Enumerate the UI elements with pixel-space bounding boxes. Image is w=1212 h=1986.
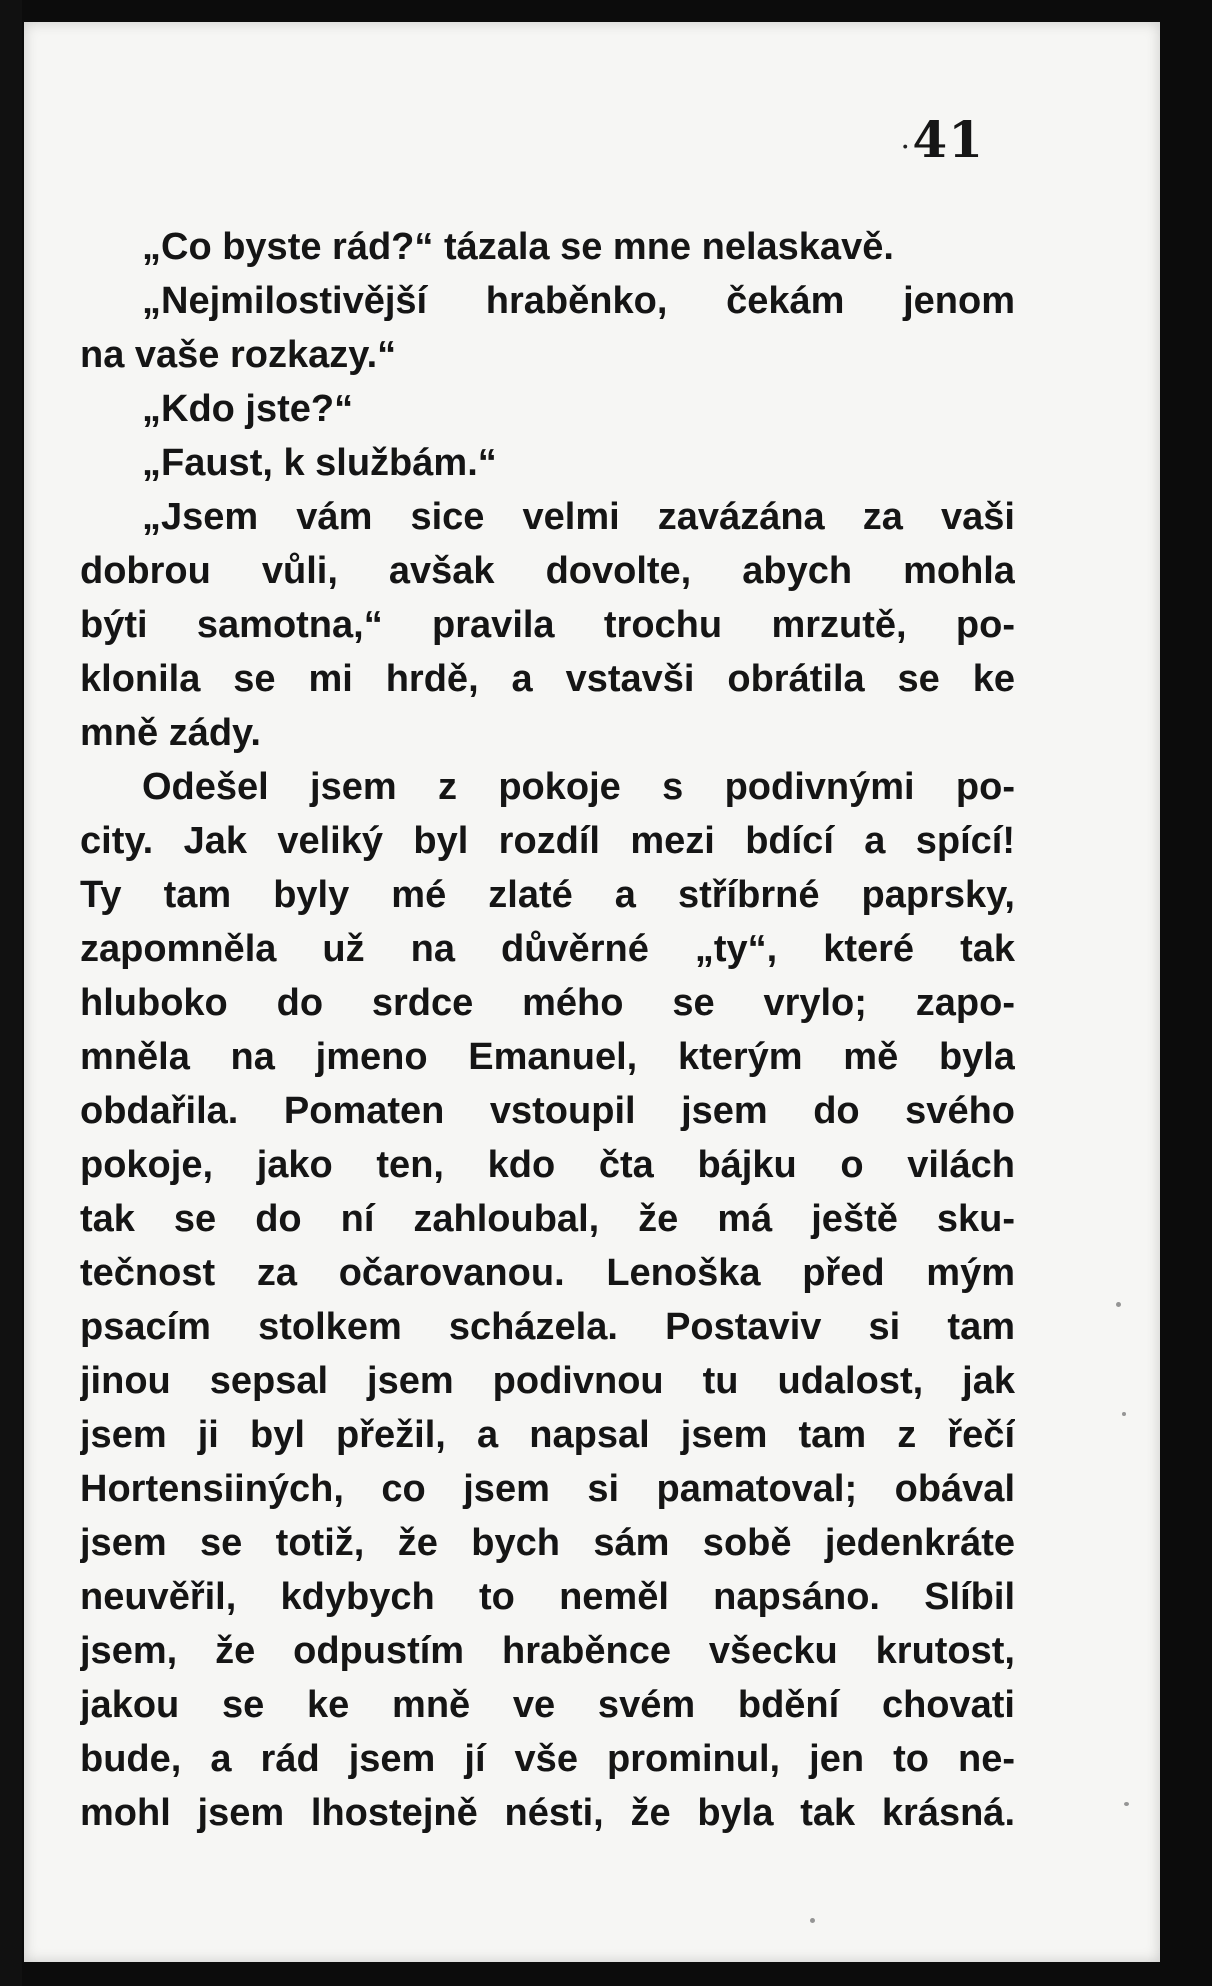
book-page xyxy=(24,22,1160,1962)
paper-speck xyxy=(810,1918,815,1923)
text-line: mohl jsem lhostejně nésti, že byla tak krásná. xyxy=(80,1792,1015,1834)
text-line: jakou se ke mně ve svém bdění chovati xyxy=(80,1684,1015,1726)
text-line: „Nejmilostivější hraběnko, čekám jenom xyxy=(142,280,1015,322)
text-line: pokoje, jako ten, kdo čta bájku o vilách xyxy=(80,1144,1015,1186)
text-line: klonila se mi hrdě, a vstavši obrátila se ke xyxy=(80,658,1015,700)
text-line: dobrou vůli, avšak dovolte, abych mohla xyxy=(80,550,1015,592)
text-line: obdařila. Pomaten vstoupil jsem do svého xyxy=(80,1090,1015,1132)
scan-edge-left xyxy=(0,0,22,1986)
text-line: hluboko do srdce mého se vrylo; zapo- xyxy=(80,982,1015,1024)
paper-speck xyxy=(1124,1802,1129,1806)
text-line: mně zády. xyxy=(80,712,261,754)
text-line: jsem se totiž, že bych sám sobě jedenkráte xyxy=(80,1522,1015,1564)
text-line: tak se do ní zahloubal, že má ještě sku- xyxy=(80,1198,1015,1240)
page-number: 41 xyxy=(912,110,984,169)
page-number-marker: · xyxy=(900,130,910,165)
paper-speck xyxy=(1122,1412,1126,1416)
text-line: mněla na jmeno Emanuel, kterým mě byla xyxy=(80,1036,1015,1078)
text-line: býti samotna,“ pravila trochu mrzutě, po- xyxy=(80,604,1015,646)
text-line: tečnost za očarovanou. Lenoška před mým xyxy=(80,1252,1015,1294)
text-line: Hortensiiných, co jsem si pamatoval; obával xyxy=(80,1468,1015,1510)
text-line: psacím stolkem scházela. Postaviv si tam xyxy=(80,1306,1015,1348)
text-line: „Kdo jste?“ xyxy=(142,388,354,430)
paper-speck xyxy=(1116,1302,1121,1307)
text-line: jinou sepsal jsem podivnou tu udalost, jak xyxy=(80,1360,1015,1402)
text-line: na vaše rozkazy.“ xyxy=(80,334,397,376)
body-text xyxy=(80,220,1015,1840)
text-line: „Faust, k službám.“ xyxy=(142,442,497,484)
text-line: jsem, že odpustím hraběnce všecku krutost, xyxy=(80,1630,1015,1672)
text-line: city. Jak veliký byl rozdíl mezi bdící a spící! xyxy=(80,820,1015,862)
text-line: neuvěřil, kdybych to neměl napsáno. Slíbil xyxy=(80,1576,1015,1618)
text-line: zapomněla už na důvěrné „ty“, které tak xyxy=(80,928,1015,970)
text-line: „Jsem vám sice velmi zavázána za vaši xyxy=(142,496,1015,538)
text-line: Ty tam byly mé zlaté a stříbrné paprsky, xyxy=(80,874,1015,916)
text-line: jsem ji byl přežil, a napsal jsem tam z řečí xyxy=(80,1414,1015,1456)
text-line: bude, a rád jsem jí vše prominul, jen to ne- xyxy=(80,1738,1015,1780)
text-line: „Co byste rád?“ tázala se mne nelaskavě. xyxy=(142,226,894,268)
text-line: Odešel jsem z pokoje s podivnými po- xyxy=(142,766,1015,808)
